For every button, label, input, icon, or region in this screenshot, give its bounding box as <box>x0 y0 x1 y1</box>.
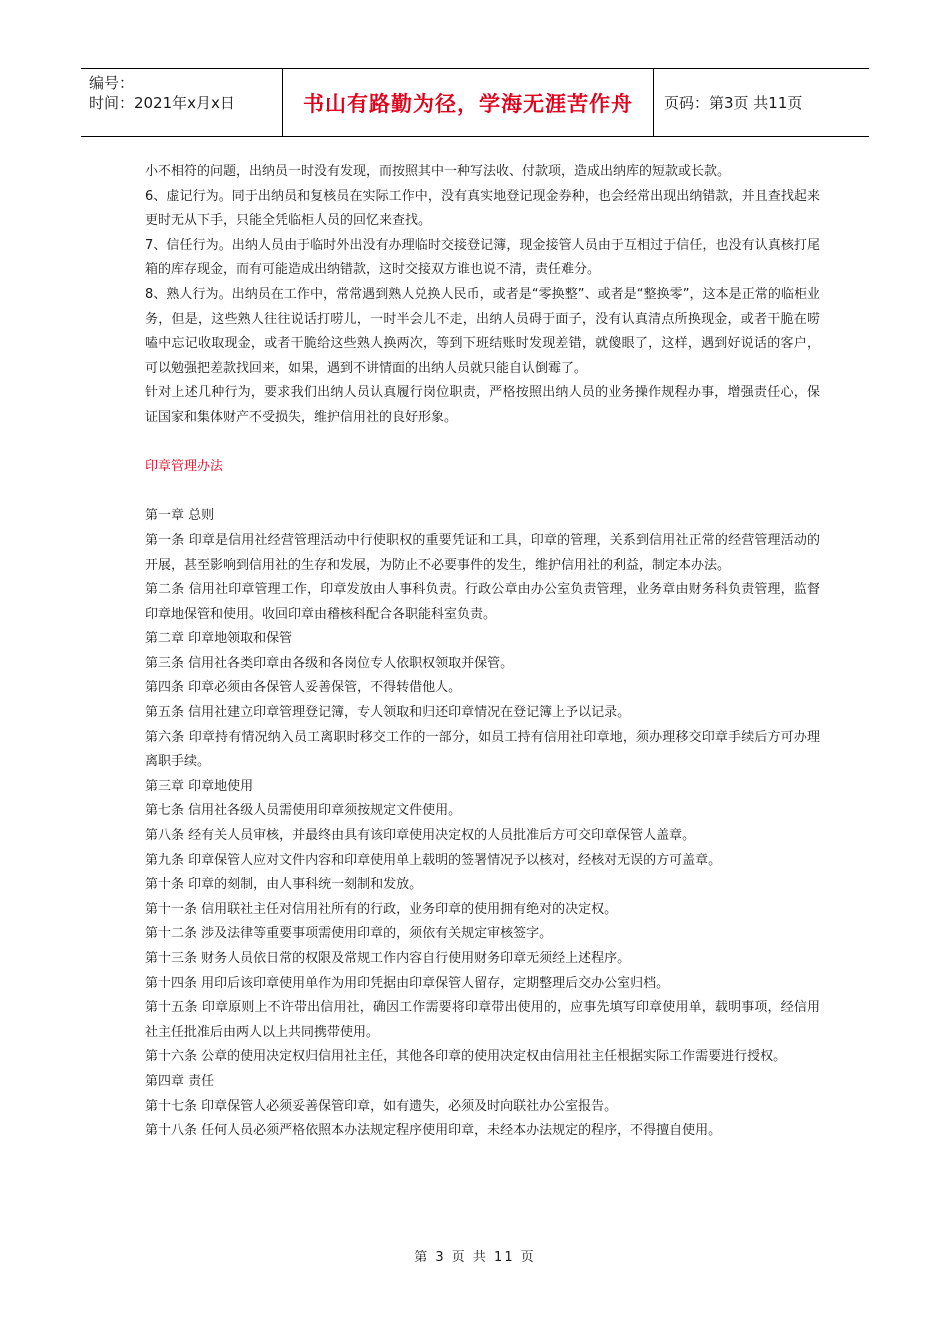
body-paragraph: 第五条 信用社建立印章管理登记簿，专人领取和归还印章情况在登记簿上予以记录。 <box>145 705 631 721</box>
body-paragraph: 第八条 经有关人员审核，并最终由具有该印章使用决定权的人员批准后方可交印章保管人盖章。 <box>145 828 696 844</box>
body-paragraph: 第十五条 印章原则上不许带出信用社，确因工作需要将印章带出使用的，应事先填写印章使用单，载明事项，经信用社主任批准后由两人以上共同携带使用。 <box>145 1000 820 1040</box>
header-page-cell <box>654 69 869 136</box>
page-footer: 第 3 页 共 11 页 <box>414 1250 536 1265</box>
section-title: 印章管理办法 <box>145 459 224 475</box>
document-body <box>145 160 820 1144</box>
body-paragraph: 第二章 印章地领取和保管 <box>145 631 293 647</box>
body-paragraph: 第十八条 任何人员必须严格依照本办法规定程序使用印章，未经本办法规定的程序，不得擅自使用。 <box>145 1123 722 1139</box>
header-motto: 书山有路勤为径，学海无涯苦作舟 <box>303 91 633 116</box>
body-paragraph: 第十一条 信用联社主任对信用社所有的行政，业务印章的使用拥有绝对的决定权。 <box>145 901 618 917</box>
body-paragraph: 第六条 印章持有情况纳入员工离职时移交工作的一部分，如员工持有信用社印章地，须办理移交印章手续后方可办理离职手续。 <box>145 729 820 770</box>
body-paragraph: 小不相符的问题，出纳员一时没有发现，而按照其中一种写法收、付款项，造成出纳库的短款或长款。 <box>145 164 731 179</box>
body-paragraph: 第三章 印章地使用 <box>145 778 254 794</box>
header-meta-cell <box>81 69 283 136</box>
body-paragraph: 第九条 印章保管人应对文件内容和印章使用单上载明的签署情况予以核对，经核对无误的方可盖章。 <box>145 852 722 868</box>
body-paragraph: 第四章 责任 <box>145 1073 215 1089</box>
body-paragraph: 第三条 信用社各类印章由各级和各岗位专人依职权领取并保管。 <box>145 655 514 671</box>
header-motto-cell <box>283 69 654 136</box>
body-paragraph: 第七条 信用社各级人员需使用印章须按规定文件使用。 <box>145 803 462 819</box>
body-paragraph: 第十六条 公章的使用决定权归信用社主任，其他各印章的使用决定权由信用社主任根据实际工作需要进行授权。 <box>145 1049 787 1065</box>
blank-line <box>145 431 820 456</box>
body-paragraph: 第一条 印章是信用社经营管理活动中行使职权的重要凭证和工具，印章的管理，关系到信用社正常的经营管理活动的开展，甚至影响到信用社的生存和发展，为防止不必要事件的发生，维护信用社的利益，制定本办法。 <box>145 532 820 573</box>
body-paragraph: 7、信任行为。出纳人员由于临时外出没有办理临时交接登记簿，现金接管人员由于互相过于信任，也没有认真核打尾箱的库存现金，而有可能造成出纳错款，这时交接双方谁也说不清，责任难分。 <box>145 237 820 278</box>
header-page-label: 页码：第3页 共11页 <box>664 94 803 112</box>
body-paragraph: 第四条 印章必须由各保管人妥善保管，不得转借他人。 <box>145 680 462 696</box>
body-paragraph: 第十四条 用印后该印章使用单作为用印凭据由印章保管人留存，定期整理后交办公室归档。 <box>145 975 670 991</box>
document-header <box>81 68 869 137</box>
blank-line <box>145 480 820 505</box>
body-paragraph: 第十七条 印章保管人必须妥善保管印章，如有遗失，必须及时向联社办公室报告。 <box>145 1098 618 1114</box>
document-time-label: 时间：2021年x月x日 <box>89 94 235 112</box>
document-number-label: 编号： <box>89 74 135 92</box>
body-paragraph: 8、熟人行为。出纳员在工作中，常常遇到熟人兑换人民币，或者是“零换整”、或者是“整换零”，这本是正常的临柜业务，但是，这些熟人往往说话打唠儿，一时半会儿不走，出纳人员碍于面子，没有认真清点所换现金，或者干脆在唠嗑中忘记收取现金，或者干脆给这些熟人换两次，等到下班结账时发现差错，就傻眼了，这样，遇到好说话的客户，可以勉强把差款找回来，如果，遇到不讲情面的出纳人员就只能自认倒霉了。 <box>145 286 820 376</box>
body-paragraph: 第十三条 财务人员依日常的权限及常规工作内容自行使用财务印章无须经上述程序。 <box>145 951 631 966</box>
body-paragraph: 针对上述几种行为，要求我们出纳人员认真履行岗位职责，严格按照出纳人员的业务操作规程办事，增强责任心，保证国家和集体财产不受损失，维护信用社的良好形象。 <box>145 385 820 425</box>
body-paragraph: 第一章 总则 <box>145 508 215 524</box>
body-paragraph: 6、虚记行为。同于出纳员和复核员在实际工作中，没有真实地登记现金券种，也会经常出现出纳错款，并且查找起来更时无从下手，只能全凭临柜人员的回忆来查找。 <box>145 188 820 229</box>
body-paragraph: 第十二条 涉及法律等重要事项需使用印章的，须依有关规定审核签字。 <box>145 926 553 942</box>
body-paragraph: 第二条 信用社印章管理工作，印章发放由人事科负责。行政公章由办公室负责管理，业务章由财务科负责管理，监督印章地保管和使用。收回印章由稽核科配合各职能科室负责。 <box>145 582 820 622</box>
body-paragraph: 第十条 印章的刻制，由人事科统一刻制和发放。 <box>145 877 423 893</box>
